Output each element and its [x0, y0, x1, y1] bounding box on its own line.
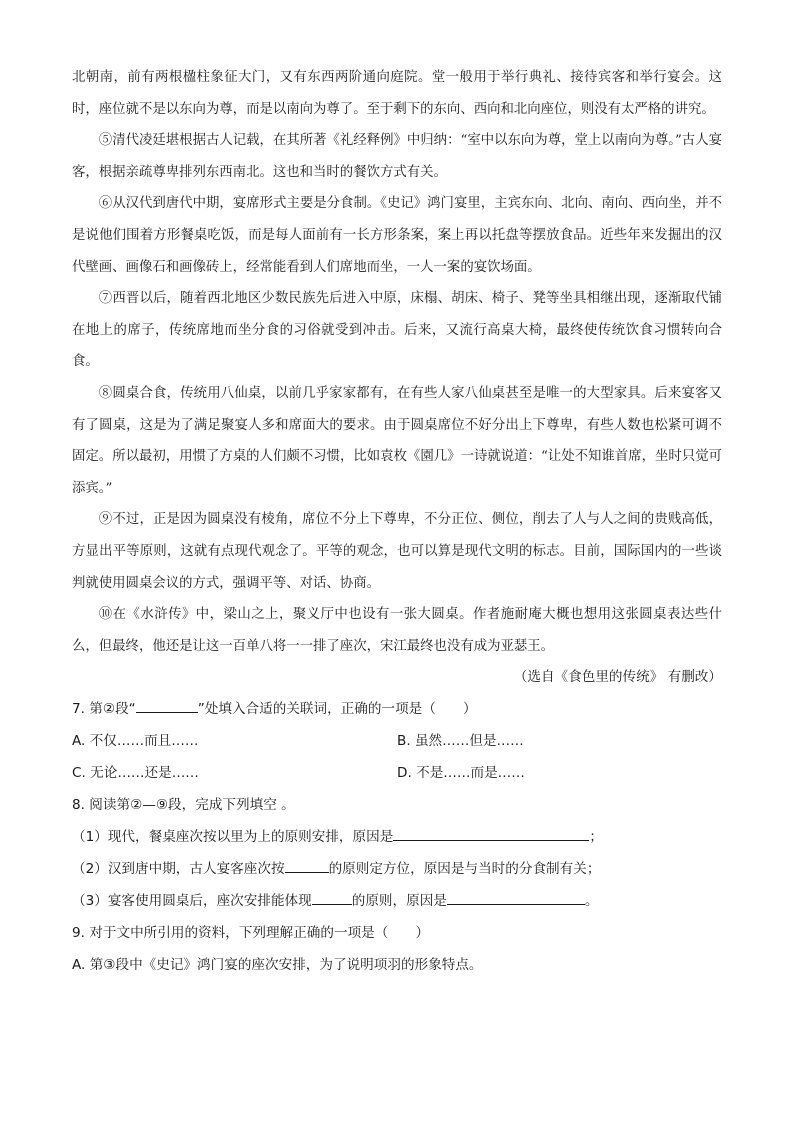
document-page	[72, 62, 722, 981]
question-8-item-2-blank[interactable]	[285, 858, 329, 873]
question-8-item-3-end: 。	[584, 893, 599, 910]
question-7-stem-end: ”处填入合适的关联词，正确的一项是（ ）	[197, 701, 477, 718]
question-8-item-2-text: （2）汉到唐中期，古人宴客座次按	[72, 861, 285, 878]
question-9	[72, 917, 722, 981]
question-8-item-3-blank-2[interactable]	[447, 890, 585, 905]
question-8	[72, 789, 722, 917]
question-8-item-3-blank-1[interactable]	[312, 890, 352, 905]
question-7-options-row-1	[72, 725, 722, 757]
question-8-item-3	[72, 885, 722, 917]
question-8-item-1	[72, 821, 722, 853]
passage-paragraph-5: ⑤清代凌廷堪根据古人记载，在其所著《礼经释例》中归纳：“室中以东向为尊，堂上以南向为尊。”古人宴客，根据亲疏尊卑排列东西南北。这也和当时的餐饮方式有关。	[72, 133, 722, 180]
question-9-option-a[interactable]: A. 第③段中《史记》鸿门宴的座次安排，为了说明项羽的形象特点。	[72, 957, 483, 974]
question-7-stem	[72, 693, 722, 725]
question-8-item-3-mid: 的原则，原因是	[351, 893, 447, 910]
question-8-stem: 8. 阅读第②—⑨段，完成下列填空 。	[72, 797, 295, 814]
passage-source: （选自《食色里的传统》 有删改）	[513, 669, 722, 686]
passage-paragraph-9: ⑨不过，正是因为圆桌没有棱角，席位不分上下尊卑，不分正位、侧位，削去了人与人之间的贵贱高低，方显出平等原则，这就有点现代观念了。平等的观念，也可以算是现代文明的标志。目前，国际国内的一些谈判就使用圆桌会议的方式，强调平等、对话、协商。	[72, 512, 722, 591]
question-7-blank[interactable]	[136, 698, 198, 713]
question-9-stem: 9. 对于文中所引用的资料，下列理解正确的一项是（ ）	[72, 925, 430, 942]
question-7-option-c[interactable]: C. 无论……还是……	[72, 765, 199, 782]
question-8-item-1-end: ；	[589, 829, 603, 846]
question-7-stem-start: 7. 第②段“	[72, 701, 136, 718]
passage-paragraph-8: ⑧圆桌合食，传统用八仙桌，以前几乎家家都有，在有些人家八仙桌甚至是唯一的大型家具。后来宴客又有了圆桌，这是为了满足聚宴人多和席面大的要求。由于圆桌席位不好分出上下尊卑，有些人数也松紧可调不固定。所以最初，用惯了方桌的人们颇不习惯，比如袁枚《園几》一诗就说道：“让处不知谁首席，坐时只觉可添宾。”	[72, 385, 722, 496]
question-8-item-1-text: （1）现代，餐桌座次按以里为上的原则安排，原因是	[72, 829, 394, 846]
question-8-item-3-text: （3）宴客使用圆桌后，座次安排能体现	[72, 893, 312, 910]
passage-paragraph-10: ⑩在《水浒传》中，梁山之上，聚义厅中也设有一张大圆桌。作者施耐庵大概也想用这张圆桌表达些什么，但最终，他还是让这一百单八将一一排了座次，宋江最终也没有成为亚瑟王。	[72, 607, 722, 654]
question-7	[72, 693, 722, 789]
question-7-option-a[interactable]: A. 不仅……而且……	[72, 733, 199, 750]
question-7-option-b[interactable]: B. 虽然……但是……	[397, 733, 524, 750]
passage-paragraph-7: ⑦西晋以后，随着西北地区少数民族先后进入中原，床榻、胡床、椅子、凳等坐具相继出现，逐渐取代铺在地上的席子，传统席地而坐分食的习俗就受到冲击。后来，又流行高桌大椅，最终使传统饮食习惯转向合食。	[72, 291, 722, 370]
question-8-item-2	[72, 853, 722, 885]
question-8-item-1-blank[interactable]	[393, 826, 589, 841]
question-8-item-2-end: 的原则定方位，原因是与当时的分食制有关；	[328, 861, 601, 878]
passage-paragraph-6: ⑥从汉代到唐代中期，宴席形式主要是分食制。《史记》鸿门宴里，主宾东向、北向、南向、西向坐，并不是说他们围着方形餐桌吃饭，而是每人面前有一长方形条案，案上再以托盘等摆放食品。近些年来发掘出的汉代壁画、画像石和画像砖上，经常能看到人们席地而坐，一人一案的宴饮场面。	[72, 196, 722, 275]
passage-paragraph-continued: 北朝南，前有两根楹柱象征大门，又有东西两阶通向庭院。堂一般用于举行典礼、接待宾客和举行宴会。这时，座位就不是以东向为尊，而是以南向为尊了。至于剩下的东向、西向和北向座位，则没有太严格的讲究。	[72, 70, 722, 117]
question-7-option-d[interactable]: D. 不是……而是……	[397, 765, 525, 782]
question-7-options-row-2	[72, 757, 722, 789]
